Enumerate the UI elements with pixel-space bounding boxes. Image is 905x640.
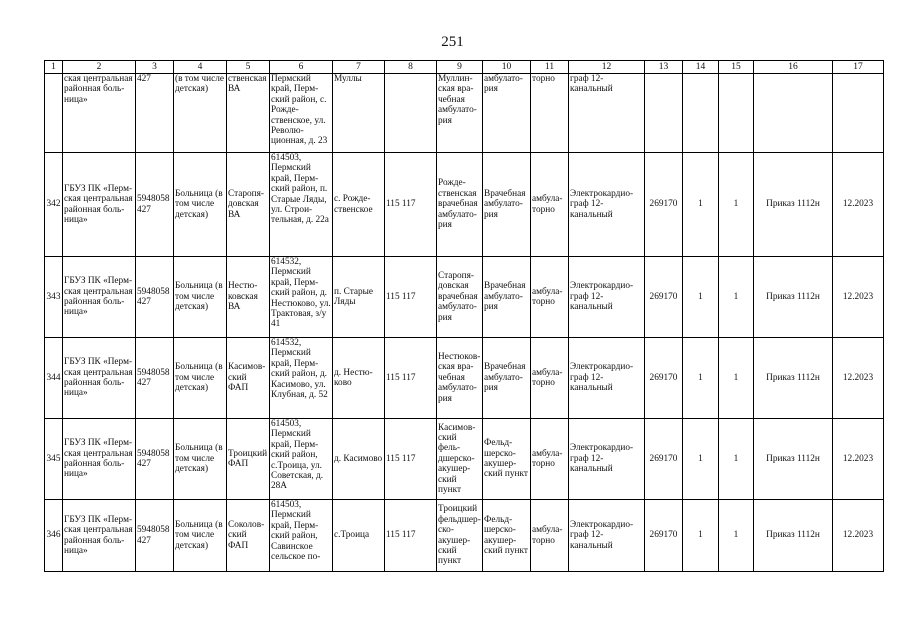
- mode-cell: амбула- торно: [531, 419, 569, 500]
- table-row: [45, 500, 884, 572]
- column-number: 9: [437, 61, 483, 74]
- name-cell: Муллин- ская вра- чебная амбулато- рия: [437, 74, 483, 153]
- equipment-code-cell: [645, 74, 683, 153]
- organization-cell: ГБУЗ ПК «Перм- ская центральная районная боль- ница»: [63, 153, 136, 257]
- inn-cell: 5948058 427: [136, 153, 174, 257]
- name-cell: Рожде- ственская врачебная амбулато- рия: [437, 153, 483, 257]
- locality-cell: д. Нестю- ково: [333, 338, 385, 419]
- organization-cell: ГБУЗ ПК «Перм- ская центральная районная боль- ница»: [63, 257, 136, 338]
- inn-cell: 5948058 427: [136, 338, 174, 419]
- locality-cell: п. Старые Ляды: [333, 257, 385, 338]
- unit-cell: Нестю- ковская ВА: [227, 257, 270, 338]
- table-row: [45, 338, 884, 419]
- table-row: [45, 74, 884, 153]
- order-cell: Приказ 1112н: [754, 338, 833, 419]
- equipment-cell: граф 12- канальный: [569, 74, 645, 153]
- unit-cell: ственская ВА: [227, 74, 270, 153]
- organization-cell: ГБУЗ ПК «Перм- ская центральная районная боль- ница»: [63, 500, 136, 572]
- equipment-cell: Электрокардио- граф 12- канальный: [569, 419, 645, 500]
- column-number: 17: [833, 61, 884, 74]
- name-cell: Касимов- ский фель- дшерско- акушер- ский пункт: [437, 419, 483, 500]
- quantity-cell: 1: [683, 419, 719, 500]
- mode-cell: торно: [531, 74, 569, 153]
- code-cell: 115 117: [385, 153, 437, 257]
- table-row: [45, 419, 884, 500]
- page-number: 251: [441, 34, 464, 50]
- facility-type-cell: (в том числе детская): [174, 74, 227, 153]
- facility-type-cell: Больница (в том числе детская): [174, 153, 227, 257]
- kind-cell: амбулато- рия: [483, 74, 531, 153]
- date-cell: 12.2023: [833, 338, 884, 419]
- address-cell: 614532, Пермский край, Перм- ский район, д. Нестюково, ул. Трактовая, з/у 41: [270, 257, 333, 338]
- quantity-cell: 1: [683, 338, 719, 419]
- order-cell: Приказ 1112н: [754, 153, 833, 257]
- equipment-code-cell: 269170: [645, 338, 683, 419]
- mode-cell: амбула- торно: [531, 500, 569, 572]
- column-number-row: [45, 61, 884, 74]
- column-number: 8: [385, 61, 437, 74]
- kind-cell: Фельд- шерско- акушер- ский пункт: [483, 419, 531, 500]
- unit-cell: Касимов- ский ФАП: [227, 338, 270, 419]
- column-number: 2: [63, 61, 136, 74]
- address-cell: 614503, Пермский край, Перм- ский район, с.Троица, ул. Советская, д. 28А: [270, 419, 333, 500]
- locality-cell: с. Рожде- ственское: [333, 153, 385, 257]
- row-number: 343: [45, 257, 63, 338]
- column-number: 5: [227, 61, 270, 74]
- column-number: 11: [531, 61, 569, 74]
- locality-cell: д. Касимово: [333, 419, 385, 500]
- column-number: 16: [754, 61, 833, 74]
- kind-cell: Врачебная амбулато- рия: [483, 257, 531, 338]
- order-cell: [754, 74, 833, 153]
- mode-cell: амбула- торно: [531, 153, 569, 257]
- unit-cell: Троицкий ФАП: [227, 419, 270, 500]
- quantity-cell: 1: [719, 338, 754, 419]
- date-cell: 12.2023: [833, 257, 884, 338]
- order-cell: Приказ 1112н: [754, 500, 833, 572]
- register-table: [44, 60, 884, 572]
- column-number: 3: [136, 61, 174, 74]
- quantity-cell: 1: [683, 257, 719, 338]
- row-number: 346: [45, 500, 63, 572]
- equipment-code-cell: 269170: [645, 500, 683, 572]
- quantity-cell: 1: [719, 419, 754, 500]
- address-cell: 614503, Пермский край, Перм- ский район, Савинское сельское по-: [270, 500, 333, 572]
- column-number: 12: [569, 61, 645, 74]
- row-number: [45, 74, 63, 153]
- unit-cell: Соколов- ский ФАП: [227, 500, 270, 572]
- equipment-cell: Электрокардио- граф 12- канальный: [569, 257, 645, 338]
- name-cell: Нестюков- ская вра- чебная амбулато- рия: [437, 338, 483, 419]
- facility-type-cell: Больница (в том числе детская): [174, 257, 227, 338]
- facility-type-cell: Больница (в том числе детская): [174, 338, 227, 419]
- quantity-cell: [719, 74, 754, 153]
- code-cell: 115 117: [385, 419, 437, 500]
- organization-cell: ГБУЗ ПК «Перм- ская центральная районная боль- ница»: [63, 419, 136, 500]
- quantity-cell: [683, 74, 719, 153]
- row-number: 345: [45, 419, 63, 500]
- equipment-code-cell: 269170: [645, 153, 683, 257]
- column-number: 14: [683, 61, 719, 74]
- locality-cell: с.Троица: [333, 500, 385, 572]
- unit-cell: Старопя- довская ВА: [227, 153, 270, 257]
- facility-type-cell: Больница (в том числе детская): [174, 419, 227, 500]
- equipment-cell: Электрокардио- граф 12- канальный: [569, 500, 645, 572]
- quantity-cell: 1: [719, 257, 754, 338]
- order-cell: Приказ 1112н: [754, 257, 833, 338]
- quantity-cell: 1: [683, 500, 719, 572]
- column-number: 7: [333, 61, 385, 74]
- organization-cell: ГБУЗ ПК «Перм- ская центральная районная боль- ница»: [63, 338, 136, 419]
- equipment-cell: Электрокардио- граф 12- канальный: [569, 338, 645, 419]
- inn-cell: 5948058 427: [136, 419, 174, 500]
- column-number: 10: [483, 61, 531, 74]
- quantity-cell: 1: [719, 500, 754, 572]
- column-number: 15: [719, 61, 754, 74]
- date-cell: [833, 74, 884, 153]
- column-number: 6: [270, 61, 333, 74]
- equipment-code-cell: 269170: [645, 257, 683, 338]
- row-number: 344: [45, 338, 63, 419]
- inn-cell: 5948058 427: [136, 257, 174, 338]
- inn-cell: 5948058 427: [136, 500, 174, 572]
- name-cell: Троицкий фельдшер- ско- акушер- ский пункт: [437, 500, 483, 572]
- facility-type-cell: Больница (в том числе детская): [174, 500, 227, 572]
- quantity-cell: 1: [683, 153, 719, 257]
- equipment-code-cell: 269170: [645, 419, 683, 500]
- kind-cell: Фельд- шерско- акушер- ский пункт: [483, 500, 531, 572]
- inn-cell: 427: [136, 74, 174, 153]
- locality-cell: Муллы: [333, 74, 385, 153]
- address-cell: Пермский край, Перм- ский район, с. Рожде- ственское, ул. Револю- ционная, д. 23: [270, 74, 333, 153]
- code-cell: 115 117: [385, 338, 437, 419]
- table-row: [45, 257, 884, 338]
- quantity-cell: 1: [719, 153, 754, 257]
- name-cell: Старопя- довская врачебная амбулато- рия: [437, 257, 483, 338]
- address-cell: 614532, Пермский край, Перм- ский район, д. Касимово, ул. Клубная, д. 52: [270, 338, 333, 419]
- column-number: 13: [645, 61, 683, 74]
- kind-cell: Врачебная амбулато- рия: [483, 153, 531, 257]
- date-cell: 12.2023: [833, 500, 884, 572]
- date-cell: 12.2023: [833, 153, 884, 257]
- date-cell: 12.2023: [833, 419, 884, 500]
- code-cell: 115 117: [385, 500, 437, 572]
- kind-cell: Врачебная амбулато- рия: [483, 338, 531, 419]
- row-number: 342: [45, 153, 63, 257]
- table-row: [45, 153, 884, 257]
- mode-cell: амбула- торно: [531, 338, 569, 419]
- code-cell: [385, 74, 437, 153]
- column-number: 4: [174, 61, 227, 74]
- organization-cell: ская центральная районная боль- ница»: [63, 74, 136, 153]
- equipment-cell: Электрокардио- граф 12- канальный: [569, 153, 645, 257]
- address-cell: 614503, Пермский край, Перм- ский район, п. Старые Ляды, ул. Строи- тельная, д. 22а: [270, 153, 333, 257]
- code-cell: 115 117: [385, 257, 437, 338]
- mode-cell: амбула- торно: [531, 257, 569, 338]
- order-cell: Приказ 1112н: [754, 419, 833, 500]
- column-number: 1: [45, 61, 63, 74]
